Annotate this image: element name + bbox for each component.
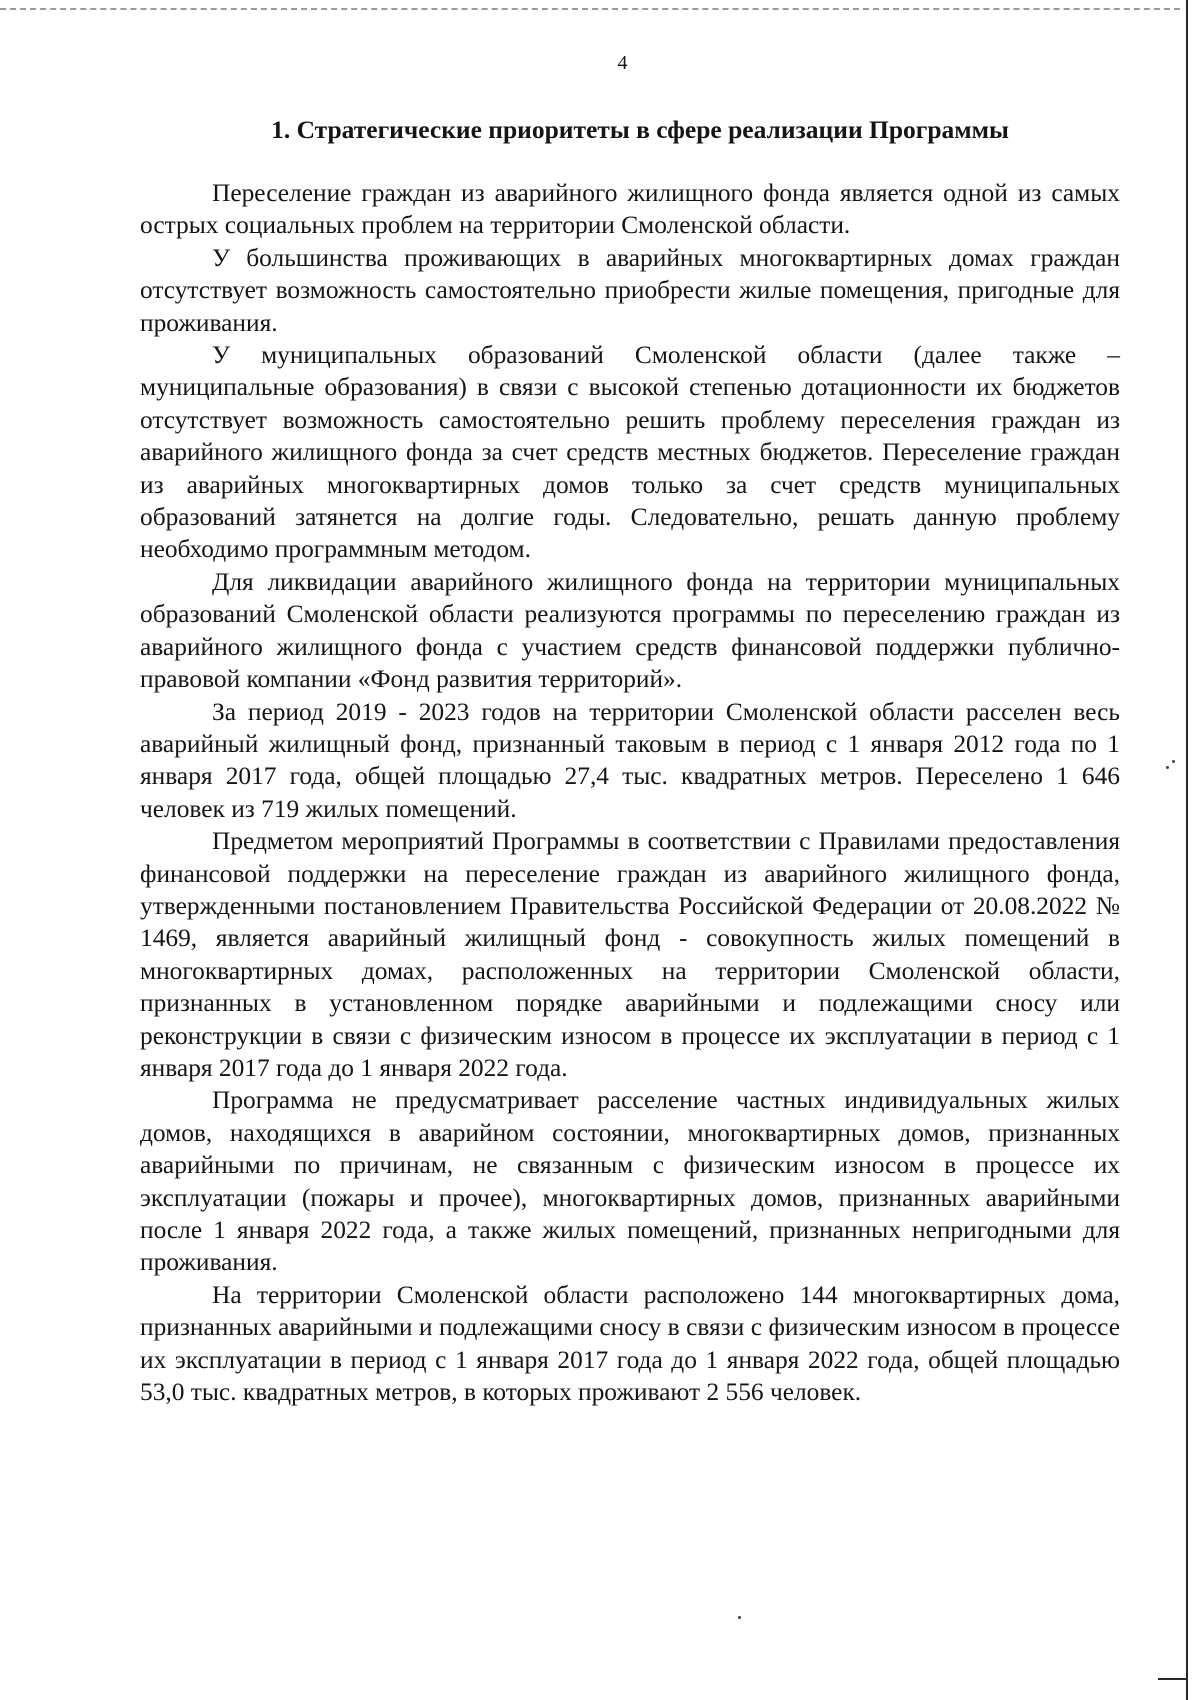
scan-artifact-bottom-mark — [1158, 1678, 1186, 1680]
paragraph: За период 2019 - 2023 годов на территории Смоленской области расселен весь аварийный жилищный фонд, признанный таковым в период с 1 января 2012 года по 1 января 2017 года, общей площадью 27,4 тыс. квадратных метров. Переселено 1 646 человек из 719 жилых помещений. — [140, 697, 1120, 823]
page-number: 4 — [617, 52, 628, 74]
scan-artifact-right-edge — [1186, 0, 1188, 1700]
scan-speck — [738, 1616, 741, 1619]
paragraph: У муниципальных образований Смоленской области (далее также – муниципальные образования) в связи с высокой степенью дотационности их бюджетов отсутствует возможность самостоятельно решить проблему переселения граждан из аварийного жилищного фонда за счет средств местных бюджетов. Переселение граждан из аварийных многоквартирных домов только за счет средств муниципальных образований затянется на долгие годы. Следовательно, решать данную проблему необходимо программным методом. — [140, 341, 1120, 564]
document-body — [140, 177, 1120, 1408]
paragraph: Программа не предусматривает расселение частных индивидуальных жилых домов, находящихся в аварийном состоянии, многоквартирных домов, признанных аварийными по причинам, не связанным с физическим износом в процессе их эксплуатации (пожары и прочее), многоквартирных домов, признанных аварийными после 1 января 2022 года, а также жилых помещений, признанных непригодными для проживания. — [140, 1086, 1120, 1277]
paragraph: У большинства проживающих в аварийных многоквартирных домах граждан отсутствует возможность самостоятельно приобрести жилые помещения, пригодные для проживания. — [140, 243, 1120, 337]
scan-speck — [1166, 766, 1169, 769]
paragraph: Переселение граждан из аварийного жилищного фонда является одной из самых острых социальных проблем на территории Смоленской области. — [140, 179, 1120, 240]
scan-artifact-top-line — [0, 8, 1180, 10]
section-heading: 1. Стратегические приоритеты в сфере реализации Программы — [271, 115, 1009, 144]
paragraph: Предметом мероприятий Программы в соответствии с Правилами предоставления финансовой поддержки на переселение граждан из аварийного жилищного фонда, утвержденными постановлением Правительства Российской Федерации от 20.08.2022 № 1469, является аварийный жилищный фонд - совокупность жилых помещений в многоквартирных домах, расположенных на территории Смоленской области, признанных в установленном порядке аварийными и подлежащими сносу или реконструкции в связи с физическим износом в процессе их эксплуатации в период с 1 января 2017 года до 1 января 2022 года. — [140, 827, 1120, 1082]
scan-speck — [1172, 760, 1175, 763]
paragraph: На территории Смоленской области расположено 144 многоквартирных дома, признанных аварийными и подлежащими сносу в связи с физическим износом в процессе их эксплуатации в период с 1 января 2017 года до 1 января 2022 года, общей площадью 53,0 тыс. квадратных метров, в которых проживают 2 556 человек. — [140, 1280, 1120, 1407]
paragraph: Для ликвидации аварийного жилищного фонда на территории муниципальных образований Смоленской области реализуются программы по переселению граждан из аварийного жилищного фонда с участием средств финансовой поддержки публично-правовой компании «Фонд развития территорий». — [140, 567, 1120, 694]
